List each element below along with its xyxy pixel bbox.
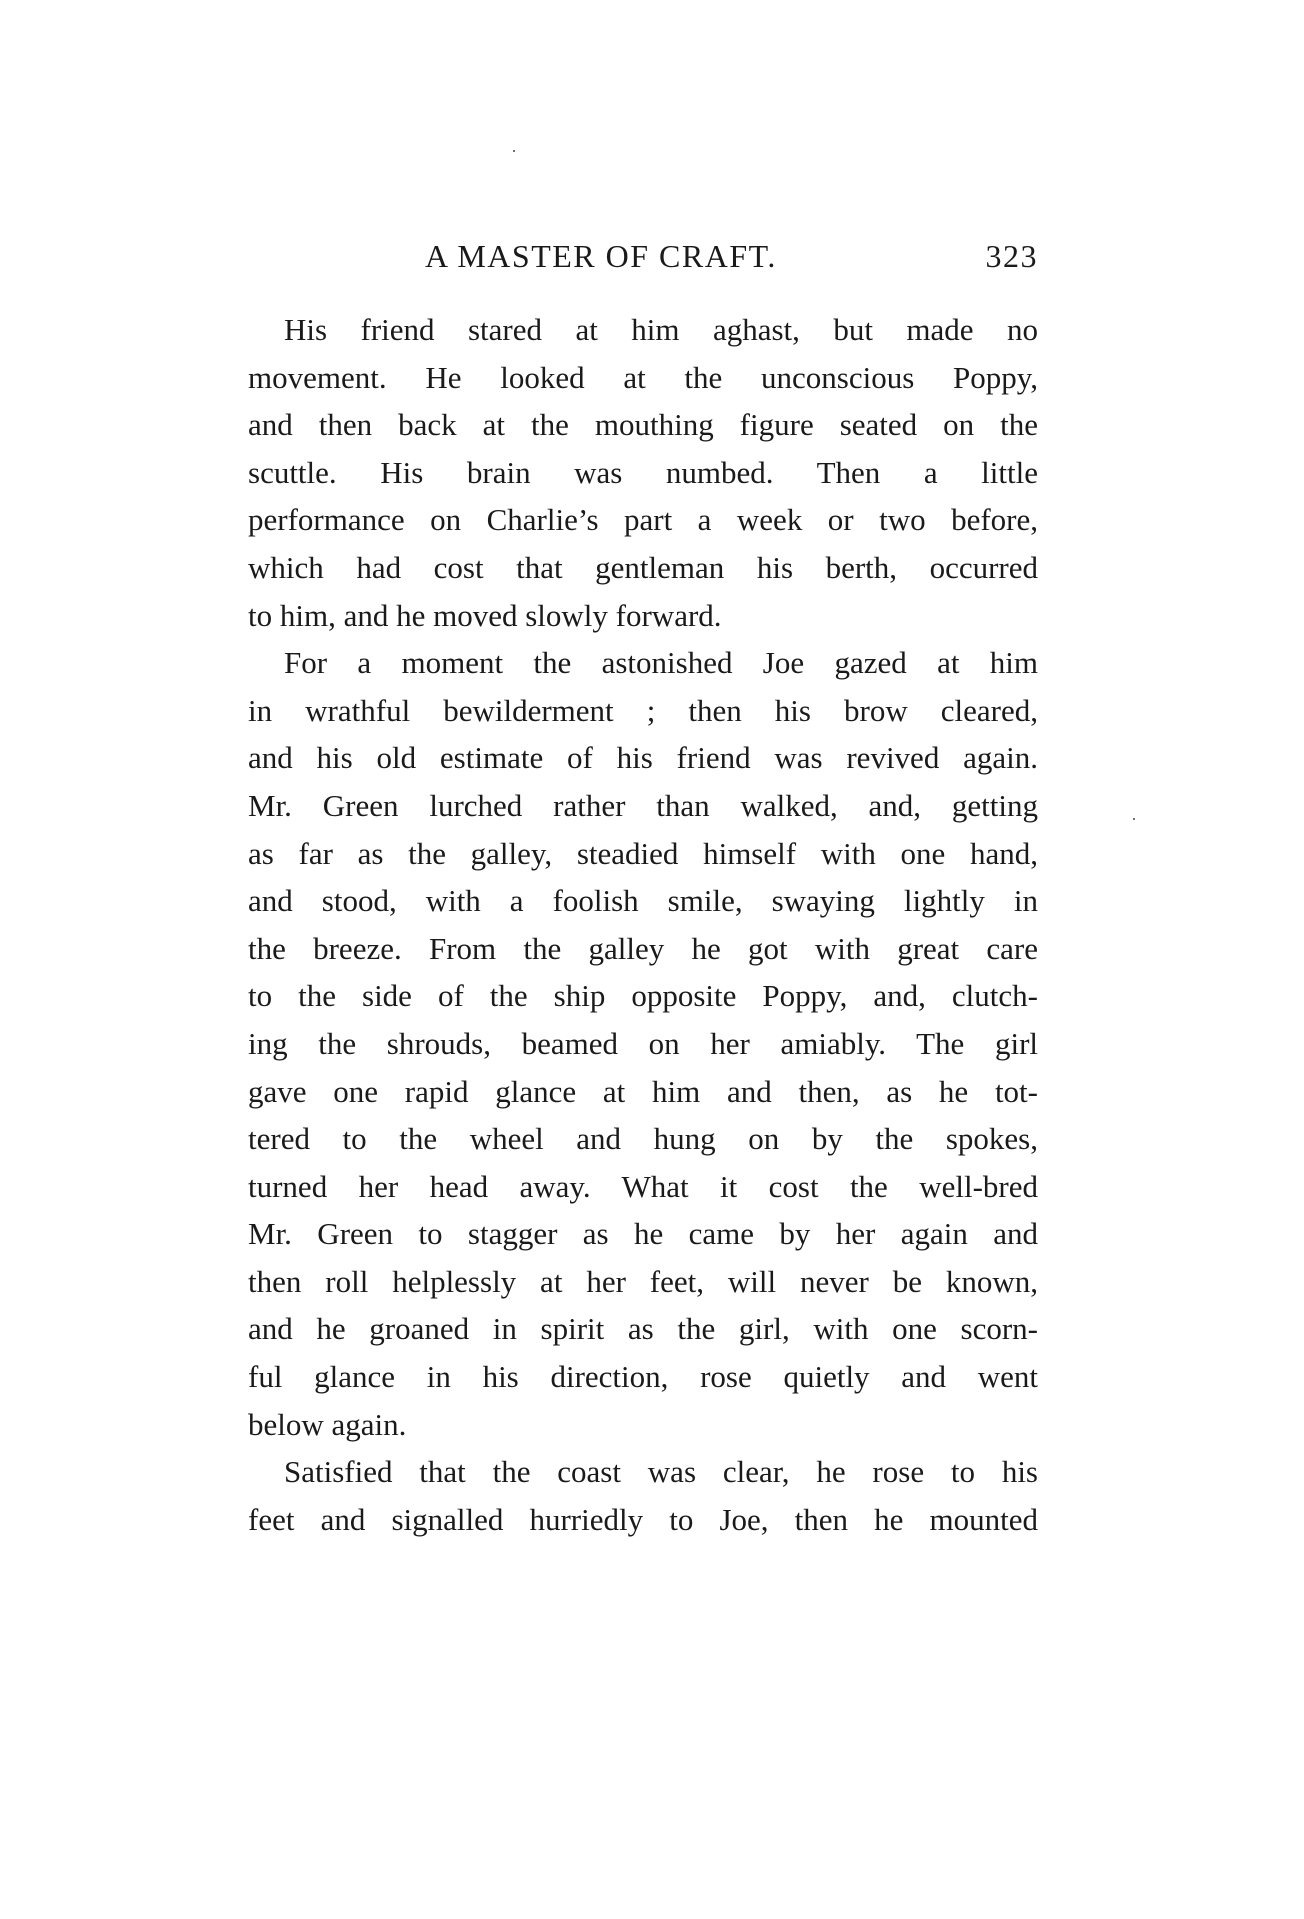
text-line: tered to the wheel and hung on by the spokes, — [248, 1121, 1038, 1157]
text-line: the breeze. From the galley he got with great care — [248, 930, 1038, 966]
text-line: then roll helplessly at her feet, will never be known, — [248, 1263, 1038, 1299]
text-line: Mr. Green to stagger as he came by her again and — [248, 1216, 1038, 1252]
text-line: turned her head away. What it cost the well-bred — [248, 1168, 1038, 1204]
text-line: scuttle. His brain was numbed. Then a little — [248, 454, 1038, 490]
text-line: as far as the galley, steadied himself with one hand, — [248, 835, 1038, 871]
paragraph — [248, 639, 1038, 1448]
page-number: 323 — [985, 238, 1038, 274]
text-line: ful glance in his direction, rose quietly and went — [248, 1359, 1038, 1395]
text-line: and he groaned in spirit as the girl, with one scorn- — [248, 1311, 1038, 1347]
paragraph — [248, 1448, 1038, 1543]
print-speck — [1133, 818, 1135, 820]
text-line: and stood, with a foolish smile, swaying lightly in — [248, 883, 1038, 919]
body-text — [248, 306, 1038, 1543]
text-line: performance on Charlie’s part a week or two before, — [248, 502, 1038, 538]
text-line: Satisfied that the coast was clear, he rose to his — [284, 1454, 1038, 1490]
text-line: ing the shrouds, beamed on her amiably. The girl — [248, 1025, 1038, 1061]
text-line: in wrathful bewilderment ; then his brow cleared, — [248, 692, 1038, 728]
text-line: and then back at the mouthing figure seated on the — [248, 407, 1038, 443]
running-title: A MASTER OF CRAFT. — [425, 238, 777, 274]
text-line: His friend stared at him aghast, but made no — [284, 312, 1038, 347]
page-header — [248, 238, 1038, 288]
text-line: which had cost that gentleman his berth, occurred — [248, 549, 1038, 585]
text-line: to him, and he moved slowly forward. — [248, 597, 722, 633]
text-line: and his old estimate of his friend was revived again. — [248, 740, 1038, 776]
text-line: movement. He looked at the unconscious Poppy, — [248, 359, 1038, 395]
text-line: to the side of the ship opposite Poppy, and, clutch- — [248, 978, 1038, 1014]
text-line: Mr. Green lurched rather than walked, and, getting — [248, 787, 1038, 823]
text-line: For a moment the astonished Joe gazed at him — [284, 645, 1038, 681]
text-line: gave one rapid glance at him and then, as he tot- — [248, 1073, 1038, 1109]
print-speck — [513, 150, 515, 152]
text-line: feet and signalled hurriedly to Joe, then he mounted — [248, 1501, 1038, 1537]
paragraph — [248, 306, 1038, 639]
text-line: below again. — [248, 1406, 407, 1442]
